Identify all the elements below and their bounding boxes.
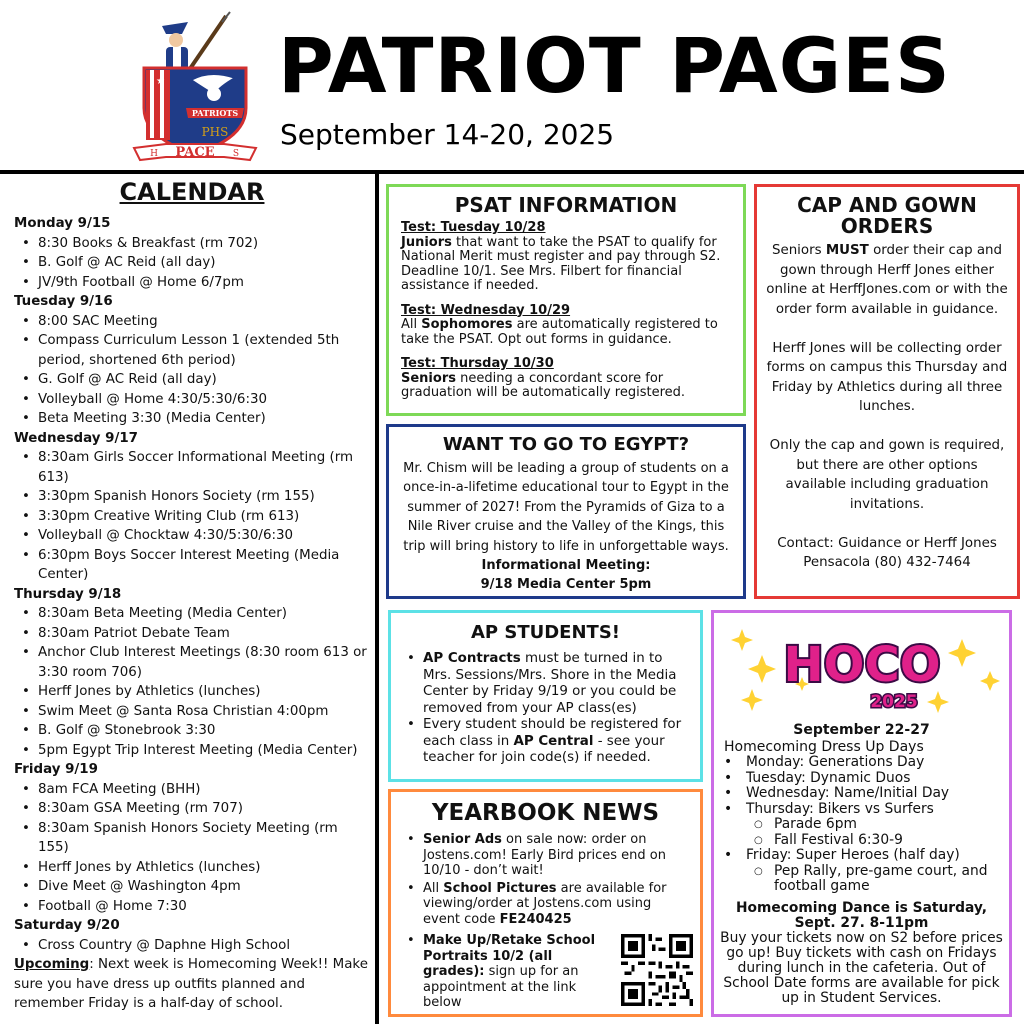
yearbook-item: [403, 881, 688, 928]
hoco-day-detail: ○ Fall Festival 6:30-9: [720, 833, 1003, 849]
yearbook-item-text: on sale now: order on Jostens.com! Early Bird prices end on 10/10 - don’t wait!: [423, 832, 666, 878]
ap-item-bold: AP Contracts: [423, 651, 521, 666]
hoco-day: • Friday: Super Heroes (half day): [720, 848, 1003, 864]
column-divider: [375, 174, 379, 1024]
psat-audience: Juniors: [401, 234, 452, 250]
psat-test-label: Test: Thursday 10/30: [401, 356, 554, 371]
yearbook-item-text: are available for viewing/order at Jostens.com using event code: [423, 880, 667, 927]
calendar-event-list: [14, 234, 370, 293]
egypt-meeting-label: Informational Meeting:: [481, 558, 651, 574]
calendar-event: • Herff Jones by Athletics (lunches): [14, 682, 370, 702]
calendar-title: CALENDAR: [119, 178, 265, 206]
psat-test-text: [401, 236, 731, 294]
logo-shield-letters: PHS: [201, 125, 229, 139]
calendar-event: • 3:30pm Creative Writing Club (rm 613): [14, 507, 370, 527]
psat-test-label: Test: Tuesday 10/28: [401, 220, 546, 235]
calendar-section: [14, 178, 370, 1014]
hoco-day: • Wednesday: Name/Initial Day: [720, 786, 1003, 802]
yearbook-item-lead: All: [423, 880, 444, 896]
psat-detail: are automatically registered to take the PSAT. Opt out forms in guidance.: [401, 317, 718, 347]
calendar-event: • Beta Meeting 3:30 (Media Center): [14, 409, 370, 429]
psat-test-label: Test: Wednesday 10/29: [401, 302, 571, 318]
patriots-logo: [130, 10, 260, 165]
calendar-event: • 8:30am Beta Meeting (Media Center): [14, 604, 370, 624]
logo-banner-text: PATRIOTS: [191, 108, 239, 118]
ap-item: [403, 651, 688, 717]
hoco-year: 2025: [869, 692, 918, 712]
calendar-event: • B. Golf @ AC Reid (all day): [14, 253, 370, 273]
calendar-event: • B. Golf @ Stonebrook 3:30: [14, 721, 370, 741]
yearbook-item-bold: Make Up/Retake School Portraits 10/2 (all grades):: [423, 933, 596, 979]
egypt-meeting-detail: 9/18 Media Center 5pm: [480, 577, 652, 593]
ap-item-text: - see your teacher for join code(s) if needed.: [423, 733, 665, 765]
cap-gown-lead: Seniors: [771, 243, 826, 258]
psat-test-1: [401, 221, 731, 294]
hoco-dates: September 22-27: [793, 722, 930, 738]
calendar-event: • Swim Meet @ Santa Rosa Christian 4:00pm: [14, 702, 370, 722]
yearbook-event-code: FE240425: [499, 911, 572, 927]
psat-detail: needing a concordant score for graduation will be automatically registered.: [401, 370, 686, 400]
hoco-tickets: Buy your tickets now on S2 before prices go up! Buy tickets with cash on Fridays during lunch in the cafeteria. Out of School Date forms are available for pick up in Student Services.: [720, 929, 1003, 1006]
upcoming-text: : Next week is Homecoming Week!! Make sure you have dress up outfits planned and remember Friday is a half-day of school.: [14, 957, 368, 1011]
calendar-event-list: [14, 936, 370, 956]
calendar-day-heading: Monday 9/15: [14, 216, 111, 231]
hoco-day: • Thursday: Bikers vs Surfers: [720, 802, 1003, 818]
hoco-word: HOCO: [782, 637, 941, 693]
logo-ribbon-text: PACE: [175, 145, 215, 160]
newsletter-date-range: September 14-20, 2025: [280, 118, 615, 151]
upcoming-note: [14, 955, 370, 1014]
ap-item-lead: Every student should be registered for each class in: [423, 717, 682, 749]
calendar-event: • G. Golf @ AC Reid (all day): [14, 370, 370, 390]
logo-ribbon-right: S: [232, 149, 240, 159]
egypt-trip-box: [386, 424, 746, 599]
egypt-title: WANT TO GO TO EGYPT?: [442, 434, 690, 455]
egypt-description: Mr. Chism will be leading a group of students on a once-in-a-lifetime educational tour to Egypt in the summer of 2027! From the Pyramids of Giza to a Nile River cruise and the Valley of the Kings, this trip will bring history to life in unforgettable ways.: [403, 461, 729, 554]
psat-test-3: [401, 357, 731, 401]
calendar-day-heading: Tuesday 9/16: [14, 294, 113, 309]
cap-gown-text: order their cap and gown through Herff Jones either online at HerffJones.com or with the order form available in guidance.: [766, 243, 1008, 317]
calendar-event-list: [14, 312, 370, 429]
calendar-event: • Football @ Home 7:30: [14, 897, 370, 917]
egypt-body: [397, 459, 735, 595]
ap-item-text: must be turned in to Mrs. Sessions/Mrs. Shore in the Media Center by Friday 9/19 or you could be removed from your AP class(es): [423, 651, 677, 716]
svg-text:★: ★: [156, 76, 165, 87]
calendar-event: • Cross Country @ Daphne High School: [14, 936, 370, 956]
hoco-dance: Homecoming Dance is Saturday, Sept. 27. 8-11pm: [735, 899, 988, 931]
cap-gown-p1: [765, 241, 1009, 319]
calendar-day-heading: Friday 9/19: [14, 762, 98, 777]
hoco-day: • Tuesday: Dynamic Duos: [720, 771, 1003, 787]
calendar-days: [14, 214, 370, 955]
yearbook-item-bold: Senior Ads: [423, 832, 502, 847]
calendar-event: • JV/9th Football @ Home 6/7pm: [14, 273, 370, 293]
psat-info-box: [386, 184, 746, 416]
calendar-event: • 8:30am Girls Soccer Informational Meeting (rm 613): [14, 448, 370, 487]
calendar-event: • 8:30am Patriot Debate Team: [14, 624, 370, 644]
calendar-event: • 8:30am GSA Meeting (rm 707): [14, 799, 370, 819]
calendar-event: • 8:30am Spanish Honors Society Meeting (rm 155): [14, 819, 370, 858]
psat-test-2: [401, 304, 731, 348]
hoco-day-detail: ○ Parade 6pm: [720, 817, 1003, 833]
cap-gown-contact: Contact: Guidance or Herff Jones Pensacola (80) 432-7464: [777, 535, 997, 570]
calendar-event: • 3:30pm Spanish Honors Society (rm 155): [14, 487, 370, 507]
yearbook-item: [403, 832, 688, 879]
hoco-day: • Monday: Generations Day: [720, 755, 1003, 771]
yearbook-item-text: sign up for an appointment at the link below: [423, 964, 579, 1010]
psat-audience: Seniors: [401, 370, 456, 386]
psat-lead: All: [401, 317, 422, 332]
ap-list: [403, 651, 688, 767]
qr-code-icon[interactable]: [621, 934, 693, 1006]
ap-item-bold: AP Central: [513, 733, 594, 749]
psat-test-text: [401, 372, 731, 401]
ap-students-box: [388, 610, 703, 782]
calendar-day-heading: Thursday 9/18: [14, 586, 122, 602]
calendar-event: • Compass Curriculum Lesson 1 (extended 5th period, shortened 6th period): [14, 331, 370, 370]
psat-test-text: [401, 318, 731, 347]
psat-detail: that want to take the PSAT to qualify for National Merit must register and pay through S2. Deadline 10/1. See Mrs. Filbert for financial assistance if needed.: [401, 234, 721, 293]
calendar-event: • Anchor Club Interest Meetings (8:30 room 613 or 3:30 room 706): [14, 643, 370, 682]
calendar-day-heading: Saturday 9/20: [14, 918, 120, 933]
hoco-day-detail: ○ Pep Rally, pre-game court, and football game: [720, 864, 1003, 895]
cap-gown-box: [754, 184, 1020, 599]
upcoming-label: Upcoming: [14, 957, 90, 972]
yearbook-item-bold: School Pictures: [443, 880, 557, 896]
yearbook-news-box: [388, 789, 703, 1017]
calendar-event-list: [14, 448, 370, 585]
cap-gown-p2: Herff Jones will be collecting order forms on campus this Thursday and Friday by Athletics during all three lunches.: [766, 340, 1008, 414]
hoco-subtitle: Homecoming Dress Up Days: [724, 739, 924, 755]
cap-gown-title: CAP AND GOWN ORDERS: [797, 193, 977, 238]
hoco-days-list: [720, 755, 1003, 895]
newsletter-title: PATRIOT PAGES: [278, 21, 951, 110]
calendar-event: • 5pm Egypt Trip Interest Meeting (Media Center): [14, 741, 370, 761]
header-divider: [0, 170, 1024, 174]
homecoming-box: [711, 610, 1012, 1017]
calendar-event: • 8:00 SAC Meeting: [14, 312, 370, 332]
ap-title: AP STUDENTS!: [470, 622, 620, 643]
yearbook-item: [403, 933, 603, 1011]
psat-title: PSAT INFORMATION: [454, 193, 678, 217]
calendar-event-list: [14, 604, 370, 760]
calendar-event: • Volleyball @ Home 4:30/5:30/6:30: [14, 390, 370, 410]
logo-ribbon-left: H: [150, 149, 158, 159]
calendar-event: • 8:30 Books & Breakfast (rm 702): [14, 234, 370, 254]
calendar-day-heading: Wednesday 9/17: [14, 430, 138, 446]
hoco-2025-graphic: [722, 619, 1002, 719]
psat-audience: Sophomores: [421, 317, 513, 332]
calendar-event: • 6:30pm Boys Soccer Interest Meeting (Media Center): [14, 546, 370, 585]
calendar-event-list: [14, 780, 370, 917]
cap-gown-p3: Only the cap and gown is required, but there are other options available including graduation invitations.: [769, 438, 1005, 512]
calendar-event: • Volleyball @ Chocktaw 4:30/5:30/6:30: [14, 526, 370, 546]
calendar-event: • Herff Jones by Athletics (lunches): [14, 858, 370, 878]
ap-item: [403, 717, 688, 767]
calendar-event: • 8am FCA Meeting (BHH): [14, 780, 370, 800]
calendar-event: • Dive Meet @ Washington 4pm: [14, 877, 370, 897]
cap-gown-must: MUST: [825, 243, 869, 258]
yearbook-title: YEARBOOK NEWS: [431, 800, 660, 826]
